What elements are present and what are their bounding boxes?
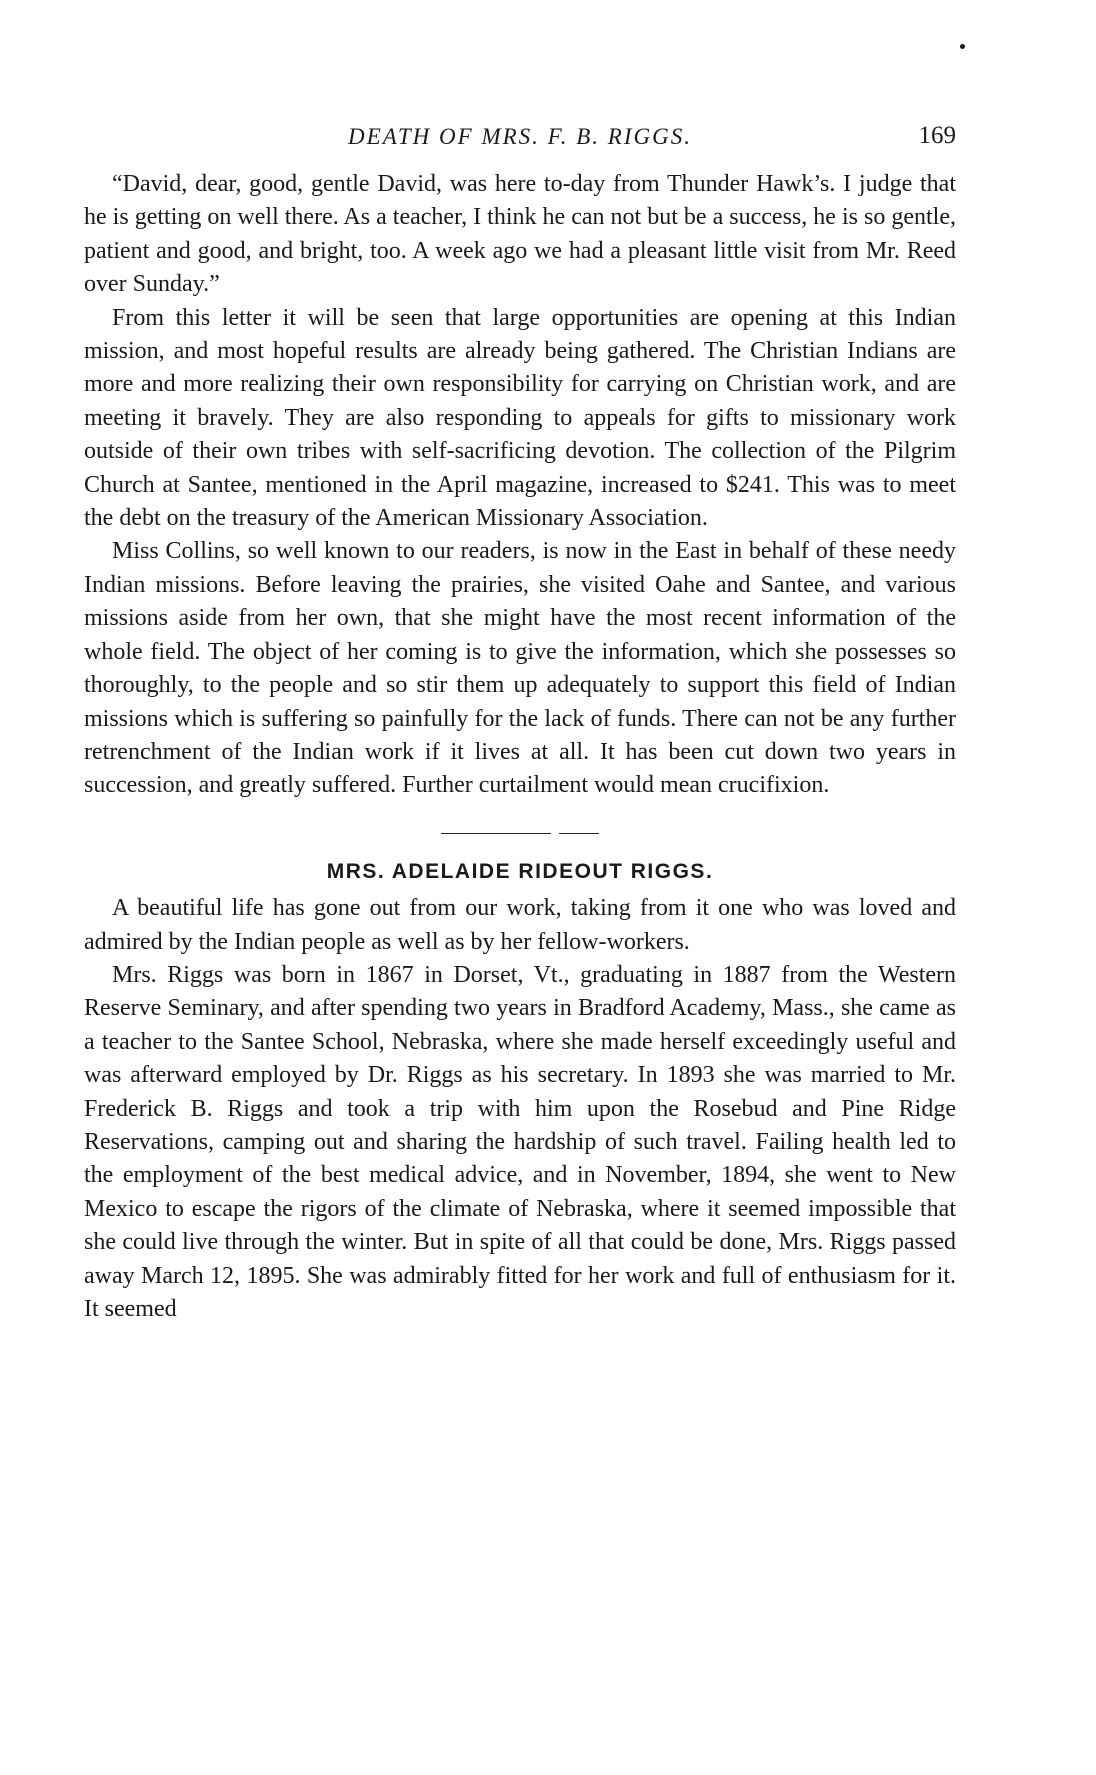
letter-quote-paragraph: “David, dear, good, gentle David, was here to-day from Thunder Hawk’s. I judge that he is getting on well there. As a teacher, I think he can not but be a success, he is so gentle, patient and good, and bright, too. A week ago we had a pleasant little visit from Mr. Reed over Sunday.” xyxy=(84,171,956,298)
stray-dot-mark xyxy=(960,44,965,49)
running-title: DEATH OF MRS. F. B. RIGGS. xyxy=(348,124,692,149)
separator-rule-long xyxy=(441,833,551,835)
continued-article xyxy=(84,168,956,803)
mission-results-paragraph: From this letter it will be seen that large opportunities are opening at this Indian mission, and most hopeful results are already being gathered. The Christian Indians are more and more realizing their own responsibility for carrying on Christian work, and are meeting it bravely. They are also responding to appeals for gifts to missionary work outside of their own tribes with self-sacrificing devotion. The collection of the Pilgrim Church at Santee, mentioned in the April magazine, increased to $241. This was to meet the debt on the treasury of the American Missionary Association. xyxy=(84,304,956,532)
page-number: 169 xyxy=(918,122,956,149)
article-heading: MRS. ADELAIDE RIDEOUT RIGGS. xyxy=(326,860,714,884)
obituary-article xyxy=(84,860,956,1326)
obituary-intro-paragraph: A beautiful life has gone out from our work, taking from it one who was loved and admired by the Indian people as well as by her fellow-workers. xyxy=(84,895,956,955)
obituary-biography-paragraph: Mrs. Riggs was born in 1867 in Dorset, Vt., graduating in 1887 from the Western Reserve Seminary, and after spending two years in Bradford Academy, Mass., she came as a teacher to the Santee School, Nebraska, where she made herself exceedingly useful and was afterward employed by Dr. Riggs as his secretary. In 1893 she was married to Mr. Frederick B. Riggs and took a trip with him upon the Rosebud and Pine Ridge Reservations, camping out and sharing the hardship of such travel. Failing health led to the employment of the best medical advice, and in November, 1894, she went to New Mexico to escape the rigors of the climate of Nebraska, where it seemed impossible that she could live through the winter. But in spite of all that could be done, Mrs. Riggs passed away March 12, 1895. She was admirably fitted for her work and full of enthusiasm for it. It seemed xyxy=(84,962,956,1323)
separator-rule-short xyxy=(559,833,599,835)
section-separator xyxy=(84,833,956,835)
book-page xyxy=(84,120,956,1327)
running-head xyxy=(84,120,956,160)
miss-collins-paragraph: Miss Collins, so well known to our readers, is now in the East in behalf of these needy Indian missions. Before leaving the prairies, she visited Oahe and Santee, and various missions aside from her own, that she might have the most recent information of the whole field. The object of her coming is to give the information, which she possesses so thoroughly, to the people and so stir them up adequately to support this field of Indian missions which is suffering so painfully for the lack of funds. There can not be any further retrenchment of the Indian work if it lives at all. It has been cut down two years in succession, and greatly suffered. Further curtailment would mean crucifixion. xyxy=(84,538,956,799)
